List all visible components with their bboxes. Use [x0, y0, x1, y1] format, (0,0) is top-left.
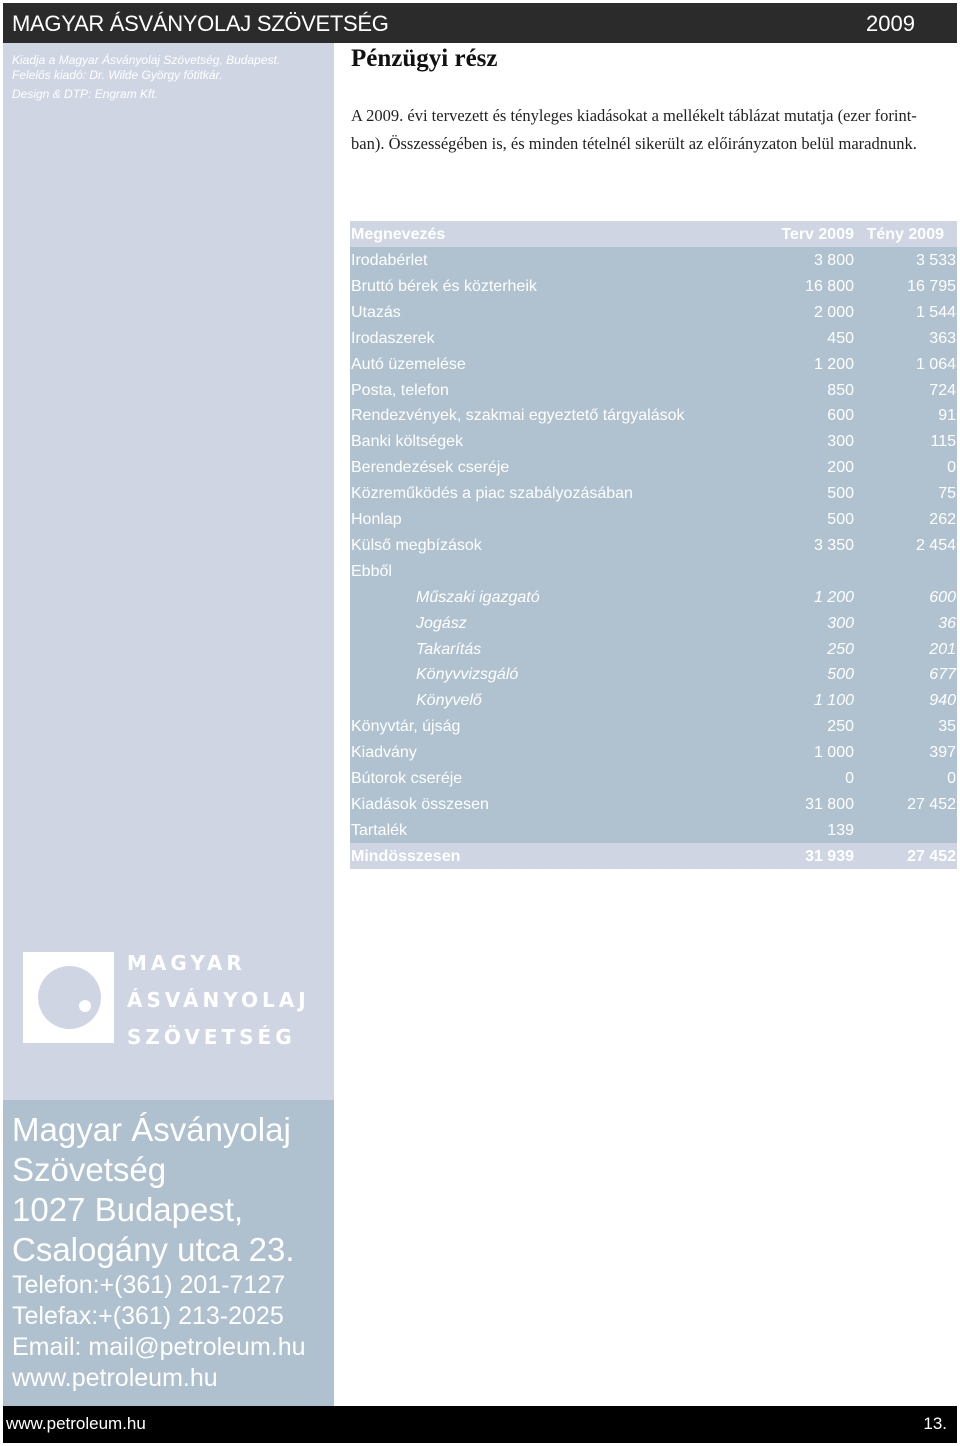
circle-dot-logo-icon: [23, 952, 114, 1043]
row-name: Autó üzemelése: [351, 355, 466, 373]
table-row: [350, 247, 957, 273]
row-name: Jogász: [416, 614, 467, 632]
row-plan: 3 800: [813, 252, 854, 269]
header-title: MAGYAR ÁSVÁNYOLAJ SZÖVETSÉG: [12, 11, 389, 36]
table-row: [350, 584, 957, 610]
table-row: [350, 817, 957, 843]
contact-panel: [3, 1100, 334, 1406]
row-actual: 16 795: [907, 277, 956, 295]
row-name: Kiadások összesen: [351, 795, 489, 813]
row-plan: 31 939: [805, 847, 854, 865]
table-row: [350, 843, 957, 869]
row-plan: 300: [827, 433, 854, 451]
row-actual: 36: [938, 614, 956, 632]
logo-line-1: MAGYAR: [127, 951, 246, 975]
row-actual: 1 064: [915, 355, 956, 373]
table-row: [350, 558, 957, 584]
logo-wordmark: [127, 945, 310, 1056]
row-plan: 450: [827, 329, 854, 347]
table-row: [350, 273, 957, 299]
row-actual: 940: [929, 692, 956, 710]
row-actual: 75: [938, 485, 956, 503]
row-name: Posta, telefon: [351, 381, 449, 399]
website: www.petroleum.hu: [12, 1364, 218, 1392]
header-plan: Terv 2009: [781, 226, 854, 243]
page-number: 13.: [923, 1414, 947, 1433]
table-row: [350, 480, 957, 506]
row-name: Takarítás: [416, 640, 482, 658]
table-row: [350, 428, 957, 454]
table-row: [350, 402, 957, 428]
row-name: Külső megbízások: [351, 536, 482, 554]
row-plan: 250: [827, 718, 854, 736]
row-plan: 500: [827, 666, 854, 684]
row-name: Irodaszerek: [351, 329, 435, 347]
row-name: Könyvtár, újság: [351, 718, 461, 736]
row-name: Tartalék: [351, 821, 408, 839]
logo-line-3: SZÖVETSÉG: [127, 1025, 296, 1049]
design-line: Design & DTP: Engram Kft.: [12, 87, 159, 101]
credits: [12, 53, 280, 102]
table-row: [350, 739, 957, 765]
header-actual: Tény 2009: [866, 226, 944, 243]
table-row: [350, 687, 957, 713]
header-name: Megnevezés: [351, 226, 446, 243]
row-actual: 27 452: [907, 795, 956, 813]
row-plan: 1 200: [813, 588, 854, 606]
logo-dot: [79, 1000, 91, 1012]
email: Email: mail@petroleum.hu: [12, 1333, 306, 1361]
row-name: Banki költségek: [351, 433, 464, 451]
intro-paragraph: [351, 102, 951, 158]
row-name: Könyvelő: [416, 692, 482, 710]
table-row: [350, 636, 957, 662]
row-plan: 139: [827, 821, 854, 839]
row-plan: 0: [845, 770, 854, 787]
address-line-2: Csalogány utca 23.: [12, 1231, 295, 1268]
row-plan: 3 350: [813, 536, 854, 554]
row-name: Rendezvények, szakmai egyeztető tárgyalások: [351, 407, 685, 425]
row-actual: 724: [929, 381, 956, 399]
table-row: [350, 299, 957, 325]
table-row: [350, 791, 957, 817]
footer-bar: [3, 1406, 957, 1443]
publisher-line: Kiadja a Magyar Ásványolaj Szövetség, Budapest.: [12, 53, 281, 67]
row-actual: 0: [947, 770, 956, 787]
row-actual: 35: [938, 718, 956, 736]
table-row: [350, 325, 957, 351]
address-line-1: 1027 Budapest,: [12, 1191, 244, 1228]
row-name: Könyvvizsgáló: [416, 666, 519, 684]
row-actual: 677: [929, 666, 956, 684]
row-actual: 1 544: [915, 303, 956, 321]
row-plan: 500: [827, 485, 854, 503]
row-actual: 262: [929, 511, 956, 528]
row-name: Ebből: [351, 562, 392, 580]
table-row: [350, 713, 957, 739]
row-actual: 0: [947, 459, 956, 477]
row-plan: 1 000: [813, 744, 854, 762]
table-row: [350, 532, 957, 558]
row-actual: 363: [929, 329, 956, 347]
logo-circle: [38, 966, 101, 1029]
row-name: Berendezések cseréje: [351, 459, 510, 477]
row-plan: 2 000: [813, 303, 854, 321]
org-name-line-1: Magyar Ásványolaj: [12, 1111, 291, 1148]
section-title: Pénzügyi rész: [351, 45, 498, 72]
phone: Telefon:+(361) 201-7127: [12, 1271, 286, 1299]
logo-line-2: ÁSVÁNYOLAJ: [127, 988, 310, 1012]
row-actual: 3 533: [915, 252, 956, 269]
contact-block: [12, 1110, 306, 1394]
row-actual: 27 452: [907, 847, 956, 865]
row-actual: 2 454: [915, 536, 956, 554]
row-actual: 91: [938, 407, 956, 425]
table-header: [350, 221, 957, 247]
org-name-line-2: Szövetség: [12, 1151, 167, 1188]
table-row: [350, 351, 957, 377]
row-plan: 1 200: [813, 355, 854, 373]
row-name: Bruttó bérek és közterheik: [351, 277, 537, 295]
row-name: Kiadvány: [351, 744, 417, 762]
editor-line: Felelős kiadó: Dr. Wilde György főtitkár.: [12, 68, 223, 82]
row-plan: 600: [827, 407, 854, 425]
table-row: [350, 506, 957, 532]
row-plan: 300: [827, 614, 854, 632]
row-plan: 1 100: [813, 692, 854, 710]
row-actual: 600: [929, 588, 956, 606]
row-name: Műszaki igazgató: [416, 588, 540, 606]
intro-line-1: A 2009. évi tervezett és tényleges kiadásokat a mellékelt táblázat mutatja (ezer forint-: [351, 106, 917, 125]
header-bar: [3, 3, 957, 43]
row-actual: 397: [929, 744, 956, 762]
table-row: [350, 661, 957, 687]
row-name: Utazás: [351, 303, 401, 321]
row-name: Mindösszesen: [351, 847, 461, 865]
header-year: 2009: [866, 11, 915, 36]
table-row: [350, 610, 957, 636]
row-plan: 250: [827, 640, 854, 658]
row-plan: 31 800: [805, 795, 854, 813]
table-row: [350, 765, 957, 791]
budget-table: [350, 221, 957, 868]
fax: Telefax:+(361) 213-2025: [12, 1302, 284, 1330]
table-row: [350, 377, 957, 403]
row-plan: 500: [827, 511, 854, 528]
row-plan: 16 800: [805, 277, 854, 295]
row-name: Irodabérlet: [351, 252, 428, 269]
row-name: Bútorok cseréje: [351, 770, 463, 787]
row-name: Közreműködés a piac szabályozásában: [351, 485, 633, 503]
intro-line-2: ban). Összességében is, és minden tételnél sikerült az előirányzaton belül maradnunk.: [351, 134, 917, 153]
row-actual: 201: [929, 640, 956, 658]
row-name: Honlap: [351, 511, 402, 528]
table-row: [350, 454, 957, 480]
sidebar: [3, 43, 334, 1100]
row-plan: 200: [827, 459, 854, 477]
footer-url[interactable]: www.petroleum.hu: [6, 1414, 146, 1433]
row-plan: 850: [827, 381, 854, 399]
row-actual: 115: [930, 433, 956, 451]
